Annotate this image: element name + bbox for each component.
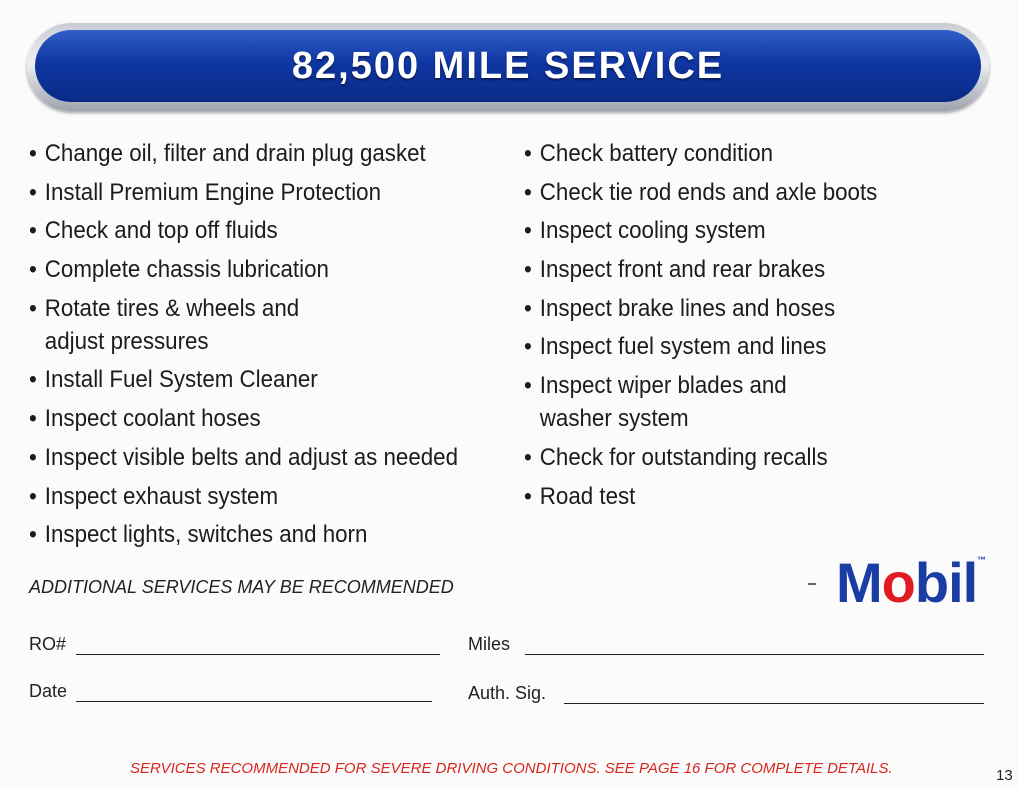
bullet-icon: •	[29, 405, 37, 433]
auth-sig-label: Auth. Sig.	[468, 683, 547, 703]
bullet-icon: •	[29, 366, 37, 394]
bullet-icon: •	[524, 178, 532, 206]
bullet-icon: •	[524, 256, 532, 284]
logo-dash	[808, 583, 816, 585]
bullet-icon: •	[524, 372, 532, 400]
bullet-icon: •	[524, 333, 532, 361]
list-item: • Inspect lights, switches and horn	[29, 518, 466, 551]
additional-services-note: ADDITIONAL SERVICES MAY BE RECOMMENDED	[29, 577, 454, 597]
list-item: • Inspect visible belts and adjust as needed	[29, 441, 466, 474]
list-item: • Complete chassis lubrication	[29, 253, 466, 286]
bullet-icon: •	[29, 482, 37, 510]
list-item: • Inspect exhaust system	[29, 480, 466, 513]
bullet-icon: •	[29, 178, 37, 206]
list-item: • Rotate tires & wheels and adjust pressures	[29, 292, 466, 358]
list-item: • Install Fuel System Cleaner	[29, 363, 466, 396]
list-item: • Check tie rod ends and axle boots	[524, 176, 933, 209]
auth-sig-field[interactable]	[564, 703, 984, 704]
date-label: Date	[29, 681, 68, 701]
list-item: • Inspect coolant hoses	[29, 402, 466, 435]
list-item: • Change oil, filter and drain plug gasket	[29, 137, 466, 170]
bullet-icon: •	[29, 140, 37, 167]
list-item: • Inspect cooling system	[524, 214, 933, 247]
bullet-icon: •	[29, 256, 37, 284]
bullet-icon: •	[29, 521, 37, 549]
banner-inner	[35, 30, 981, 102]
footer-note: SERVICES RECOMMENDED FOR SEVERE DRIVING CONDITIONS. SEE PAGE 16 FOR COMPLETE DETAILS.	[130, 760, 893, 777]
date-field[interactable]	[76, 701, 432, 702]
bullet-icon: •	[524, 140, 532, 167]
list-item: • Inspect brake lines and hoses	[524, 292, 933, 325]
bullet-icon: •	[29, 294, 37, 322]
list-item: • Inspect wiper blades and washer system	[524, 369, 933, 435]
service-list-right	[524, 137, 964, 518]
service-banner	[27, 23, 989, 111]
page-title: 82,500 MILE SERVICE	[291, 44, 725, 87]
list-item: • Inspect front and rear brakes	[524, 253, 933, 286]
bullet-icon: •	[524, 294, 532, 322]
list-item: • Check and top off fluids	[29, 214, 466, 247]
bullet-icon: •	[524, 217, 532, 245]
list-item: • Inspect fuel system and lines	[524, 330, 933, 363]
bullet-icon: •	[29, 443, 37, 471]
page-number: 13	[996, 767, 1013, 784]
list-item: • Install Premium Engine Protection	[29, 176, 466, 209]
miles-field[interactable]	[525, 654, 984, 655]
service-list-left	[29, 137, 499, 557]
ro-field[interactable]	[76, 654, 440, 655]
bullet-icon: •	[29, 217, 37, 245]
miles-label: Miles	[468, 634, 511, 654]
list-item: • Check battery condition	[524, 137, 933, 170]
ro-label: RO#	[29, 634, 67, 654]
bullet-icon: •	[524, 482, 532, 510]
bullet-icon: •	[524, 443, 532, 471]
list-item: • Road test	[524, 480, 933, 513]
list-item: • Check for outstanding recalls	[524, 441, 933, 474]
trademark-icon: ™	[977, 555, 986, 565]
mobil-logo: Mobil	[836, 551, 978, 614]
